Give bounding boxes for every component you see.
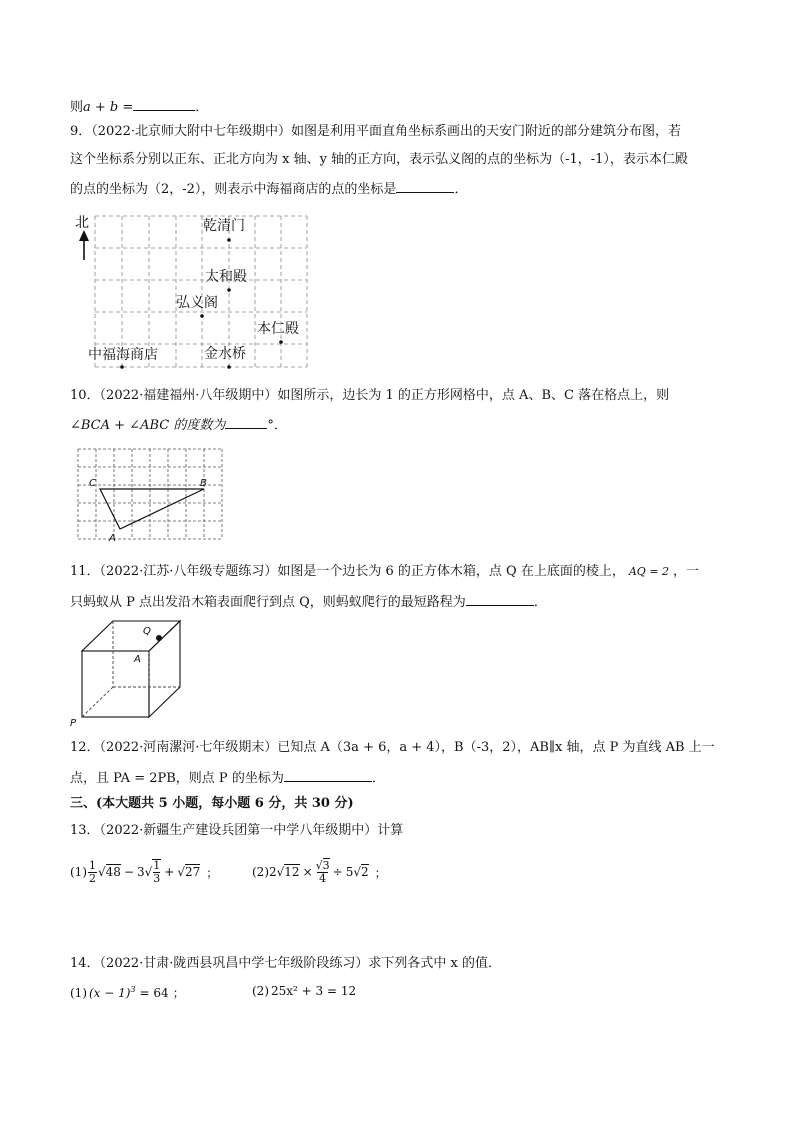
- q12-line-2: 点，且 PA = 2PB，则点 P 的坐标为 ．: [70, 767, 385, 788]
- jinshuiqiao-label: 金水桥: [204, 346, 246, 362]
- q8-answer-line: 则a + b = ．: [70, 96, 208, 117]
- q10-answer-blank[interactable]: [225, 414, 267, 429]
- q10-grid: [78, 449, 222, 539]
- q8-answer-blank[interactable]: [133, 96, 195, 111]
- q10-grid-figure: [70, 443, 230, 553]
- point-a-label: A: [109, 533, 116, 544]
- q13-p1-expr: 1 2 √48 − 3 √ 1 3 + √27: [89, 858, 201, 885]
- jinshuiqiao-point: [227, 365, 231, 369]
- q12-answer-blank[interactable]: [284, 767, 372, 782]
- point-p-label: P: [70, 718, 77, 729]
- zhonghaifu-store-point: [120, 365, 124, 369]
- q14-p1-expr: $(x - 1)^3$: [89, 985, 136, 1000]
- point-c-label: C: [89, 478, 96, 489]
- q11-line-1: 11．（2022·江苏·八年级专题练习）如图是一个边长为 6 的正方体木箱，点 Q 在上底面的棱上， AQ = 2 ，一: [70, 564, 700, 579]
- q13-line-1: 13．（2022·新疆生产建设兵团第一中学八年级期中）计算: [70, 823, 404, 838]
- point-q-label: Q: [143, 626, 151, 637]
- taihedian-point: [227, 288, 231, 292]
- q9-answer-blank[interactable]: [396, 178, 454, 193]
- section-3-header: 三、(本大题共 5 小题，每小题 6 分，共 30 分): [70, 796, 354, 811]
- q9-map-figure: [70, 208, 315, 373]
- q13-part-2: (2) 2 √12 × $\frac{√3}{4}$ ÷ 5 √2 ；: [252, 858, 387, 885]
- q9-line-2: 这个坐标系分别以正东、正北方向为 x 轴、y 轴的正方向，表示弘义阁的点的坐标为（-1，-1），表示本仁殿: [70, 152, 688, 167]
- triangle-abc: [100, 489, 204, 529]
- point-q: [156, 635, 162, 641]
- map-grid: [95, 216, 307, 367]
- q13-p2-expr: 2 √12 × $\frac{√3}{4}$ ÷ 5 √2: [269, 858, 369, 885]
- q10-line-1: 10．（2022·福建福州·八年级期中）如图所示，边长为 1 的正方形网格中，点 A、B、C 落在格点上，则: [70, 388, 670, 403]
- q14-part-1: (1) $(x - 1)^3$ = 64 ；: [70, 985, 185, 1000]
- point-b-label: B: [200, 478, 207, 489]
- hongyige-label: 弘义阁: [176, 295, 218, 311]
- q13-part-1: (1) 1 2 √48 − 3 √ 1 3 + √27 ；: [70, 858, 219, 885]
- zhonghaifu-store-label: 中福海商店: [88, 347, 158, 363]
- north-arrow: [75, 215, 89, 260]
- q14-part-2: (2) 25x² + 3 = 12: [252, 984, 357, 998]
- q11-answer-blank[interactable]: [466, 591, 534, 606]
- point-a-label: A: [134, 654, 141, 665]
- benrendian-label: 本仁殿: [257, 321, 299, 337]
- q11-line-2: 只蚂蚁从 P 点出发沿木箱表面爬行到点 Q，则蚂蚁爬行的最短路程为 ．: [70, 591, 547, 612]
- q10-line-2: ∠BCA + ∠ABC 的度数为 °．: [70, 414, 287, 435]
- taihedian-label: 太和殿: [205, 269, 247, 285]
- north-label: 北: [75, 215, 89, 231]
- hongyige-point: [200, 314, 204, 318]
- q12-line-1: 12．（2022·河南漯河·七年级期末）已知点 A（3a + 6，a + 4），B（-3，2），AB∥x 轴，点 P 为直线 AB 上一: [70, 740, 715, 755]
- q14-line-1: 14．（2022·甘肃·陇西县巩昌中学七年级阶段练习）求下列各式中 x 的值．: [70, 956, 501, 971]
- q11-cube-figure: [62, 612, 192, 730]
- benrendian-point: [279, 340, 283, 344]
- qianqingmen-label: 乾清门: [203, 218, 245, 234]
- qianqingmen-point: [227, 238, 231, 242]
- q9-line-3: 的点的坐标为（2，-2），则表示中海福商店的点的坐标是 ．: [70, 178, 467, 199]
- q9-line-1: 9．（2022·北京师大附中七年级期中）如图是利用平面直角坐标系画出的天安门附近的部分建筑分布图，若: [70, 124, 681, 139]
